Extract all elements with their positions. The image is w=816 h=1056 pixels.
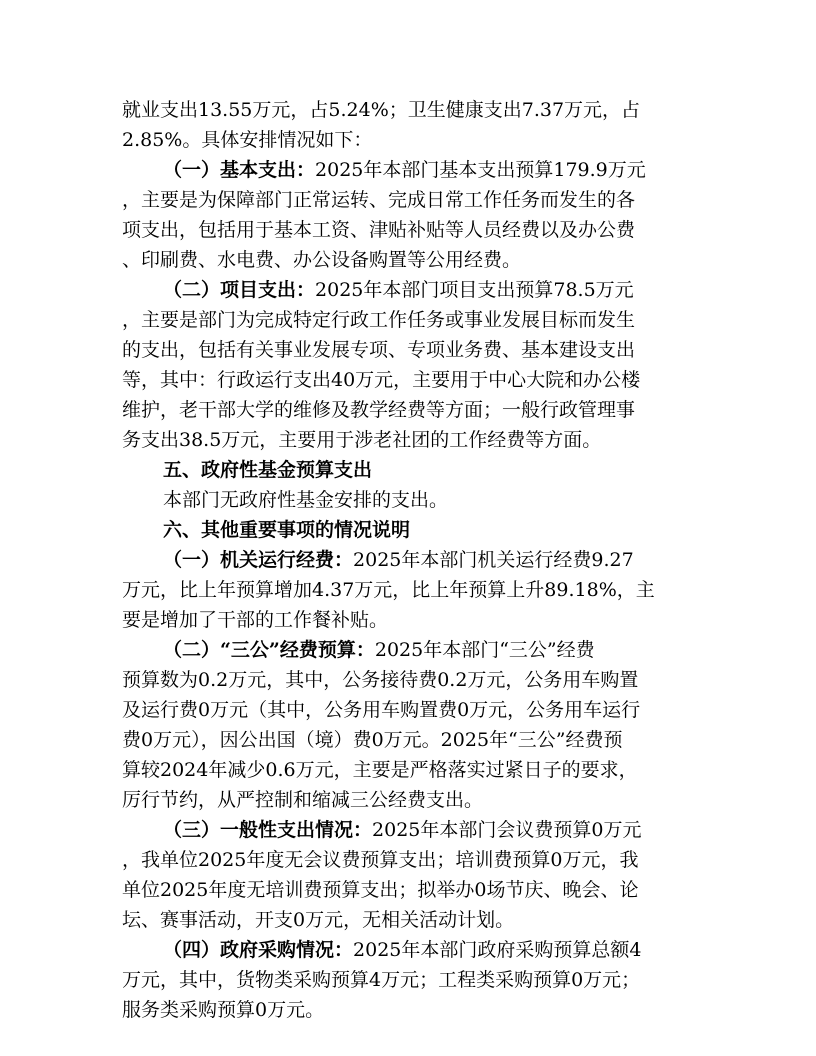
paragraph-line: 本部门无政府性基金安排的支出。 [163,489,449,511]
paragraph-line: 的支出，包括有关事业发展专项、专项业务费、基本建设支出 [122,339,636,361]
paragraph-line: ，主要是为保障部门正常运转、完成日常工作任务而发生的各 [122,189,636,211]
section-heading: （三）一般性支出情况： [163,819,373,841]
section-heading: （一）机关运行经费： [163,549,354,571]
paragraph-line: 坛、赛事活动，开支0万元，无相关活动计划。 [122,909,515,931]
general-expenditure-line: （三）一般性支出情况：2025年本部门会议费预算0万元 [163,819,642,841]
basic-expenditure-line: （一）基本支出：2025年本部门基本支出预算179.9万元 [163,159,646,181]
paragraph-line: 、印刷费、水电费、办公设备购置等公用经费。 [122,249,522,271]
section-heading: （四）政府采购情况： [163,939,354,961]
government-procurement-line: （四）政府采购情况：2025年本部门政府采购预算总额4 [163,939,642,961]
paragraph-line: 2.85%。具体安排情况如下： [122,129,373,151]
paragraph-line: 算较2024年减少0.6万元，主要是严格落实过紧日子的要求， [122,759,638,781]
paragraph-line: 务支出38.5万元，主要用于涉老社团的工作经费等方面。 [122,429,602,451]
paragraph-line: 预算数为0.2万元，其中，公务接待费0.2万元，公务用车购置 [122,669,639,691]
project-expenditure-line: （二）项目支出：2025年本部门项目支出预算78.5万元 [163,279,634,301]
paragraph-line: ，我单位2025年度无会议费预算支出；培训费预算0万元，我 [122,849,639,871]
paragraph-line: 及运行费0万元（其中，公务用车购置费0万元，公务用车运行 [122,699,641,721]
section-heading: （一）基本支出： [163,159,316,181]
paragraph-line: 厉行节约，从严控制和缩减三公经费支出。 [122,789,484,811]
paragraph-line: 万元，其中，货物类采购预算4万元；工程类采购预算0万元； [122,969,641,991]
paragraph-line: 单位2025年度无培训费预算支出；拟举办0场节庆、晚会、论 [122,879,639,901]
paragraph-line: 要是增加了干部的工作餐补贴。 [122,609,389,631]
paragraph-line: 就业支出13.55万元，占5.24%；卫生健康支出7.37万元，占 [122,99,641,121]
section-title: 六、其他重要事项的情况说明 [163,519,411,541]
three-public-expenses-line: （二）“三公”经费预算：2025年本部门“三公”经费 [163,639,595,661]
section-title: 五、政府性基金预算支出 [163,459,373,481]
paragraph-line: 万元，比上年预算增加4.37万元，比上年预算上升89.18%，主 [122,579,655,601]
paragraph-line: 项支出，包括用于基本工资、津贴补贴等人员经费以及办公费 [122,219,636,241]
section-heading: （二）“三公”经费预算： [163,639,375,661]
paragraph-line: 等，其中：行政运行支出40万元，主要用于中心大院和办公楼 [122,369,641,391]
paragraph-line: ，主要是部门为完成特定行政工作任务或事业发展目标而发生 [122,309,636,331]
paragraph-line: 维护，老干部大学的维修及教学经费等方面；一般行政管理事 [122,399,636,421]
paragraph-line: 费0万元），因公出国（境）费0万元。2025年“三公”经费预 [122,729,623,751]
section-heading: （二）项目支出： [163,279,316,301]
paragraph-line: 服务类采购预算0万元。 [122,999,325,1021]
operating-expenses-line: （一）机关运行经费：2025年本部门机关运行经费9.27 [163,549,634,571]
